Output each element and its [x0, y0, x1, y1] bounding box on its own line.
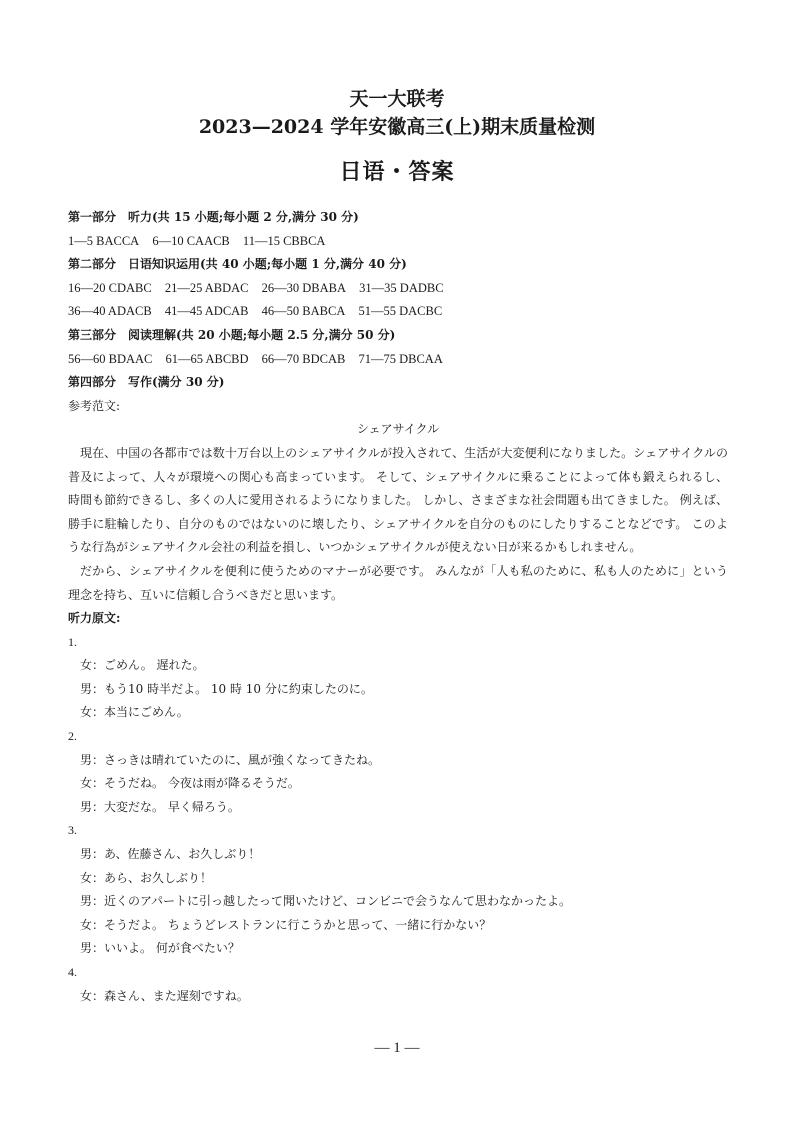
answer-group: 26—30 DBABA	[261, 280, 347, 295]
dialogue-line: 女：そうだよ。 ちょうどレストランに行こうかと思って、一緒に行かない？	[80, 917, 492, 932]
exam-name-title: 2023—2024 学年安徽高三(上)期末质量检测	[198, 116, 596, 138]
dialogue-number: 3.	[68, 823, 77, 838]
essay-paragraph-2: だから、シェアサイクルを便利に使うためのマナーが必要です。 みんなが「人も私のために、私も人のために」という理念を持ち、互いに信頼し合うべきだと思います。	[68, 563, 728, 602]
part3-answers	[68, 348, 728, 372]
exam-organizer-title: 天一大联考	[349, 88, 445, 110]
part1-answers	[68, 230, 728, 254]
dialogue-line: 女：あら、お久しぶり！	[80, 870, 213, 885]
answer-group: 36—40 ADACB	[68, 304, 152, 319]
answer-group: 66—70 BDCAB	[261, 351, 346, 366]
answer-content	[68, 206, 728, 1008]
answer-group: 16—20 CDABC	[68, 280, 152, 295]
answer-group: 56—60 BDAAC	[68, 351, 153, 366]
essay-title: シェアサイクル	[356, 422, 440, 437]
dialogue-line: 女：ごめん。 遅れた。	[80, 658, 205, 673]
part4-heading: 第四部分 写作(满分 30 分)	[68, 375, 225, 390]
dialogue-line: 男：いいよ。 何が食べたい？	[80, 941, 240, 956]
answer-group: 51—55 DACBC	[358, 304, 443, 319]
dialogue-number: 4.	[68, 965, 77, 979]
dialogue-number: 1.	[68, 634, 77, 649]
sample-essay-label: 参考范文:	[68, 398, 121, 413]
dialogue-line: 男：さっきは晴れていたのに、風が強くなってきたね。	[80, 752, 381, 767]
dialogue-line: 男：あ、佐藤さん、お久しぶり！	[80, 847, 261, 862]
part2-heading: 第二部分 日语知识运用(共 40 小题;每小题 1 分,满分 40 分)	[68, 257, 407, 272]
answer-group: 6—10 CAACB	[152, 233, 230, 248]
answer-group: 41—45 ADCAB	[164, 304, 249, 319]
dialogue-line: 男：大変だな。 早く帰ろう。	[80, 799, 240, 814]
page-number: — 1 —	[374, 1040, 420, 1056]
listening-script-heading: 听力原文:	[68, 611, 121, 626]
answer-group: 71—75 DBCAA	[358, 351, 443, 366]
essay-paragraph-1: 現在、中国の各都市では数十万台以上のシェアサイクルが投入されて、生活が大変便利になりました。シェアサイクルの普及によって、人々が環境への関心も高まっています。 そして、シェアサイクルに乗ることによって体も鍛えられるし、時間も節約できるし、多くの人に愛用されるようになりました。 しかし、さまざまな社会問題も出てきました。 例えば、勝手に駐輪したり、自分のものではないのに壊したり、シェアサイクルを自分のものにしたりすることなどです。 このような行為がシェアサイクル会社の利益を損し、いつかシェアサイクルが使えない日が来るかもしれません。	[68, 445, 728, 555]
answer-group: 1—5 BACCA	[68, 233, 140, 248]
answer-group: 21—25 ABDAC	[164, 280, 249, 295]
dialogue-line: 男：もう10 時半だよ。 10 時 10 分に約束したのに。	[80, 681, 373, 696]
part3-heading: 第三部分 阅读理解(共 20 小题;每小题 2.5 分,满分 50 分)	[68, 327, 396, 342]
answer-group: 61—65 ABCBD	[165, 351, 249, 366]
dialogue-line: 男：近くのアパートに引っ越したって聞いたけど、コンビニで会うなんて思わなかったよ。	[80, 894, 572, 909]
dialogue-line: 女：そうだね。 今夜は雨が降るそうだ。	[80, 776, 300, 791]
dialogue-number: 2.	[68, 729, 77, 744]
answer-group: 31—35 DADBC	[359, 280, 444, 295]
answer-group: 11—15 CBBCA	[242, 233, 326, 248]
part2-answers-row2	[68, 300, 728, 324]
part1-heading: 第一部分 听力(共 15 小题;每小题 2 分,满分 30 分)	[68, 210, 359, 224]
dialogue-line: 女：森さん、また遅刻ですね。	[80, 988, 249, 1003]
answer-group: 46—50 BABCA	[261, 304, 346, 319]
dialogue-line: 女：本当にごめん。	[80, 705, 189, 720]
subject-answer-title: 日语・答案	[339, 159, 455, 185]
part2-answers-row1	[68, 277, 728, 301]
